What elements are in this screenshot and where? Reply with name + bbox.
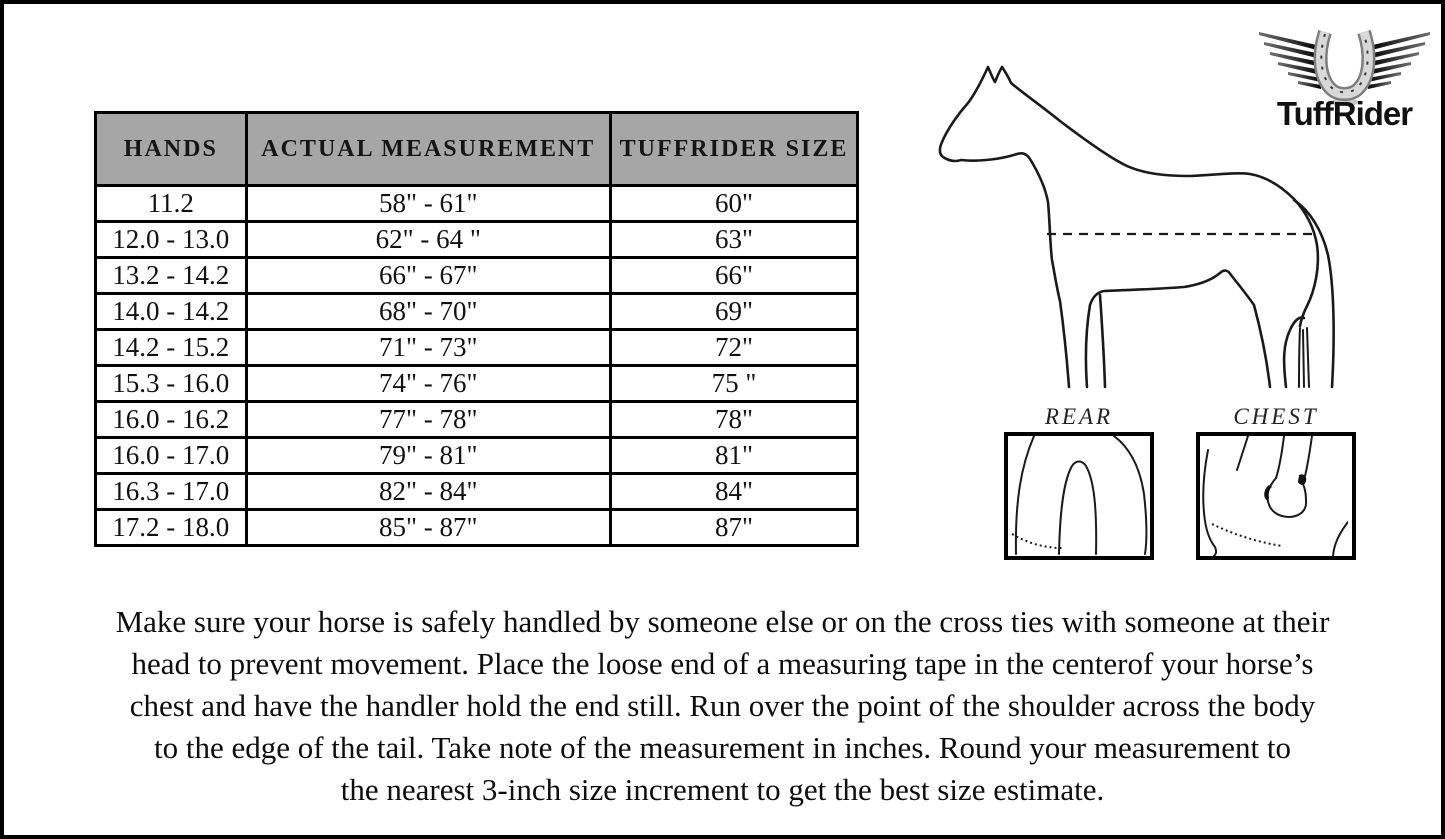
cell-measurement: 77" - 78" <box>246 402 610 438</box>
table-row <box>96 438 858 474</box>
table-row <box>96 186 858 222</box>
cell-size: 84" <box>611 474 858 510</box>
table-header-actual-measurement: ACTUAL MEASUREMENT <box>246 113 610 186</box>
table-row <box>96 402 858 438</box>
rear-view-drawing <box>1008 436 1150 556</box>
chest-diagram-box <box>1196 432 1356 560</box>
table-header-tuffrider-size: TUFFRIDER SIZE <box>611 113 858 186</box>
cell-measurement: 71" - 73" <box>246 330 610 366</box>
cell-measurement: 74" - 76" <box>246 366 610 402</box>
table-row <box>96 294 858 330</box>
rear-measure-dotted-line <box>1012 534 1062 548</box>
chest-measure-dotted-line <box>1212 524 1282 546</box>
right-wing-icon <box>1368 32 1430 89</box>
eye-mark <box>1298 474 1306 485</box>
horse-belly-outline <box>1086 271 1270 387</box>
chest-diagram-label: CHEST <box>1233 404 1319 429</box>
table-row <box>96 330 858 366</box>
cell-size: 87" <box>611 510 858 546</box>
horse-tail-strand <box>1299 328 1300 387</box>
table-row <box>96 258 858 294</box>
cell-hands: 13.2 - 14.2 <box>96 258 247 294</box>
tuffrider-logo <box>1257 18 1432 132</box>
cell-hands: 16.0 - 16.2 <box>96 402 247 438</box>
table-row <box>96 474 858 510</box>
instructions-line: to the edge of the tail. Take note of the measurement in inches. Round your measurement to <box>153 730 1292 765</box>
left-wing-icon <box>1259 32 1321 89</box>
cell-measurement: 58" - 61" <box>246 186 610 222</box>
rear-diagram-box <box>1004 432 1154 560</box>
cell-hands: 14.2 - 15.2 <box>96 330 247 366</box>
measuring-instructions <box>4 601 1441 811</box>
cell-measurement: 82" - 84" <box>246 474 610 510</box>
horse-tail-strand <box>1303 330 1304 387</box>
horse-far-front-leg <box>1100 295 1105 387</box>
cell-size: 69" <box>611 294 858 330</box>
cell-size: 78" <box>611 402 858 438</box>
cell-hands: 16.3 - 17.0 <box>96 474 247 510</box>
table-row <box>96 366 858 402</box>
cell-measurement: 68" - 70" <box>246 294 610 330</box>
horse-tail-strand <box>1307 328 1309 387</box>
instructions-line: head to prevent movement. Place the loose end of a measuring tape in the centerof your horse’s <box>131 646 1314 681</box>
cell-size: 66" <box>611 258 858 294</box>
chest-view-drawing <box>1200 436 1348 556</box>
cell-size: 60" <box>611 186 858 222</box>
table-header-hands: HANDS <box>96 113 247 186</box>
horse-hind-leg-back-edge <box>1284 318 1304 387</box>
instructions-line: Make sure your horse is safely handled by someone else or on the cross ties with someone at their <box>115 604 1330 639</box>
cell-hands: 14.0 - 14.2 <box>96 294 247 330</box>
nostril-mark <box>1264 485 1272 500</box>
size-chart-table <box>94 111 859 547</box>
cell-hands: 12.0 - 13.0 <box>96 222 247 258</box>
table-row <box>96 222 858 258</box>
horse-bottom-outline <box>940 142 1069 387</box>
instructions-line: chest and have the handler hold the end still. Run over the point of the shoulder across the body <box>129 688 1316 723</box>
cell-size: 72" <box>611 330 858 366</box>
cell-hands: 11.2 <box>96 186 247 222</box>
logo-wordmark: TuffRider <box>1276 95 1413 132</box>
cell-measurement: 85" - 87" <box>246 510 610 546</box>
cell-hands: 15.3 - 16.0 <box>96 366 247 402</box>
table-header-row <box>96 113 858 186</box>
cell-measurement: 62" - 64 " <box>246 222 610 258</box>
instructions-line: the nearest 3-inch size increment to get the best size estimate. <box>340 772 1105 807</box>
cell-hands: 17.2 - 18.0 <box>96 510 247 546</box>
rear-diagram-label: REAR <box>1044 404 1114 429</box>
table-row <box>96 510 858 546</box>
cell-measurement: 79" - 81" <box>246 438 610 474</box>
cell-size: 63" <box>611 222 858 258</box>
cell-size: 81" <box>611 438 858 474</box>
cell-size: 75 " <box>611 366 858 402</box>
cell-hands: 16.0 - 17.0 <box>96 438 247 474</box>
cell-measurement: 66" - 67" <box>246 258 610 294</box>
